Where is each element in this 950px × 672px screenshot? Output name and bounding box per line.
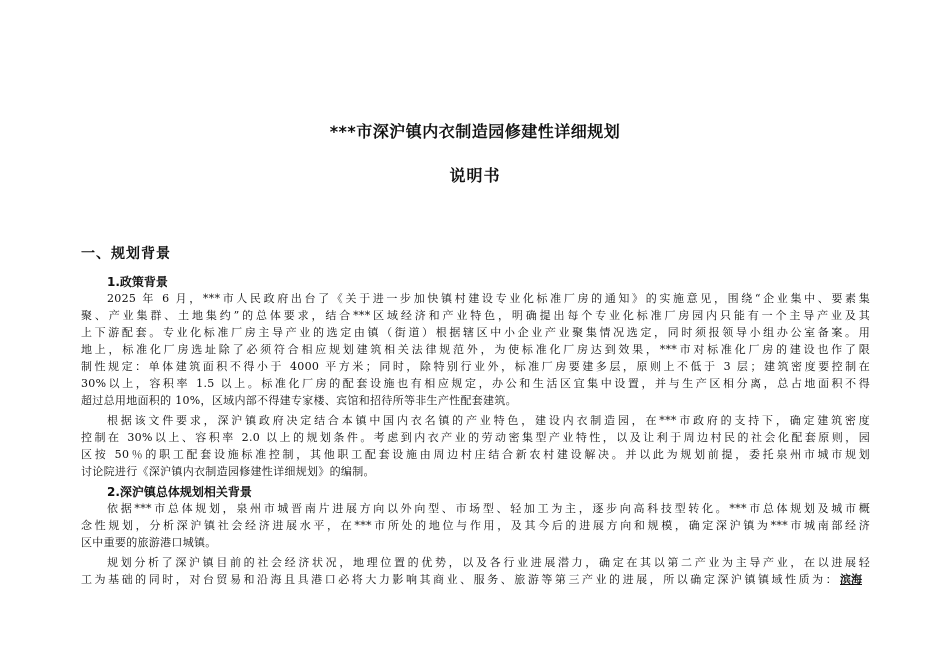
paragraph-line: 控制在 30%以上、容积率 2.0 以上的规划条件。考虑到内衣产业的劳动密集型产业特性，以及让利于周边村民的社会化配套原则，园 — [81, 431, 870, 444]
paragraph-line: 区按 50％的职工配套设施标准控制，其他职工配套设施由周边村庄结合新农村建设解决。并以此为规划前提，委托泉州市城市规划 — [81, 448, 870, 461]
subsection-heading-master-plan: 2.深沪镇总体规划相关背景 — [107, 485, 252, 499]
subsection-heading-policy: 1.政策背景 — [107, 275, 168, 289]
section-heading: 一、规划背景 — [81, 246, 171, 262]
document-title: ***市深沪镇内衣制造园修建性详细规划 — [329, 122, 621, 141]
paragraph-line: 制性规定：单体建筑面积不得小于 4000 平方米；同时，除特别行业外，标准厂房要建多层，原则上不低于 3 层；建筑密度要控制在 — [81, 360, 870, 373]
paragraph-line: 工为基础的同时，对台贸易和沿海且具港口必将大力影响其商业、服务、旅游等第三产业的进展，所以确定深沪镇镇域性质为： — [81, 573, 837, 586]
paragraph-line: 2025 年 6 月，***市人民政府出台了《关于进一步加快镇村建设专业化标准厂房的通知》的实施意见，围绕“企业集中、要素集 — [107, 292, 870, 305]
paragraph-line: 30%以上，容积率 1.5 以上。标准化厂房的配套设施也有相应规定，办公和生活区宜集中设置，并与生产区相分离，总占地面积不得 — [81, 377, 870, 390]
paragraph-line: 聚、产业集群、土地集约”的总体要求，结合***区域经济和产业特色，明确提出每个专业化标准厂房园内只能有一个主导产业及其 — [81, 309, 870, 322]
paragraph-line: 规划分析了深沪镇目前的社会经济状况，地理位置的优势，以及各行业进展潜力，确定在其以第二产业为主导产业，在以进展轻 — [107, 556, 870, 569]
paragraph-line: 区中重要的旅游港口城镇。 — [81, 536, 217, 549]
paragraph-line: 超过总用地面积的 10%，区域内部不得建专家楼、宾馆和招待所等非生产性配套建筑。 — [81, 394, 517, 407]
paragraph-line: 依据***市总体规划，泉州市城晋南片进展方向以外向型、市场型、轻加工为主，逐步向高科技型转化。***市总体规划及城市概 — [107, 502, 870, 515]
paragraph-line: 讨论院进行《深沪镇内衣制造园修建性详细规划》的编制。 — [81, 465, 375, 478]
document-subtitle: 说明书 — [449, 166, 501, 185]
paragraph-line: 上下游配套。专业化标准厂房主导产业的选定由镇（街道）根据辖区中小企业产业聚集情况选定，同时须报领导小组办公室备案。用 — [81, 326, 870, 339]
paragraph-line: 念性规划，分析深沪镇社会经济进展水平，在***市所处的地位与作用，及其今后的进展方向和规模，确定深沪镇为***市城南部经济 — [81, 519, 870, 532]
paragraph-line: 地上，标准化厂房选址除了必须符合相应规划建筑相关法律规范外，为使标准化厂房达到效果，***市对标准化厂房的建设也作了限 — [81, 343, 870, 356]
paragraph-line: 根据该文件要求，深沪镇政府决定结合本镇中国内衣名镇的产业特色，建设内衣制造园，在***市政府的支持下，确定建筑密度 — [107, 414, 870, 427]
highlighted-text: 滨海 — [840, 573, 862, 586]
